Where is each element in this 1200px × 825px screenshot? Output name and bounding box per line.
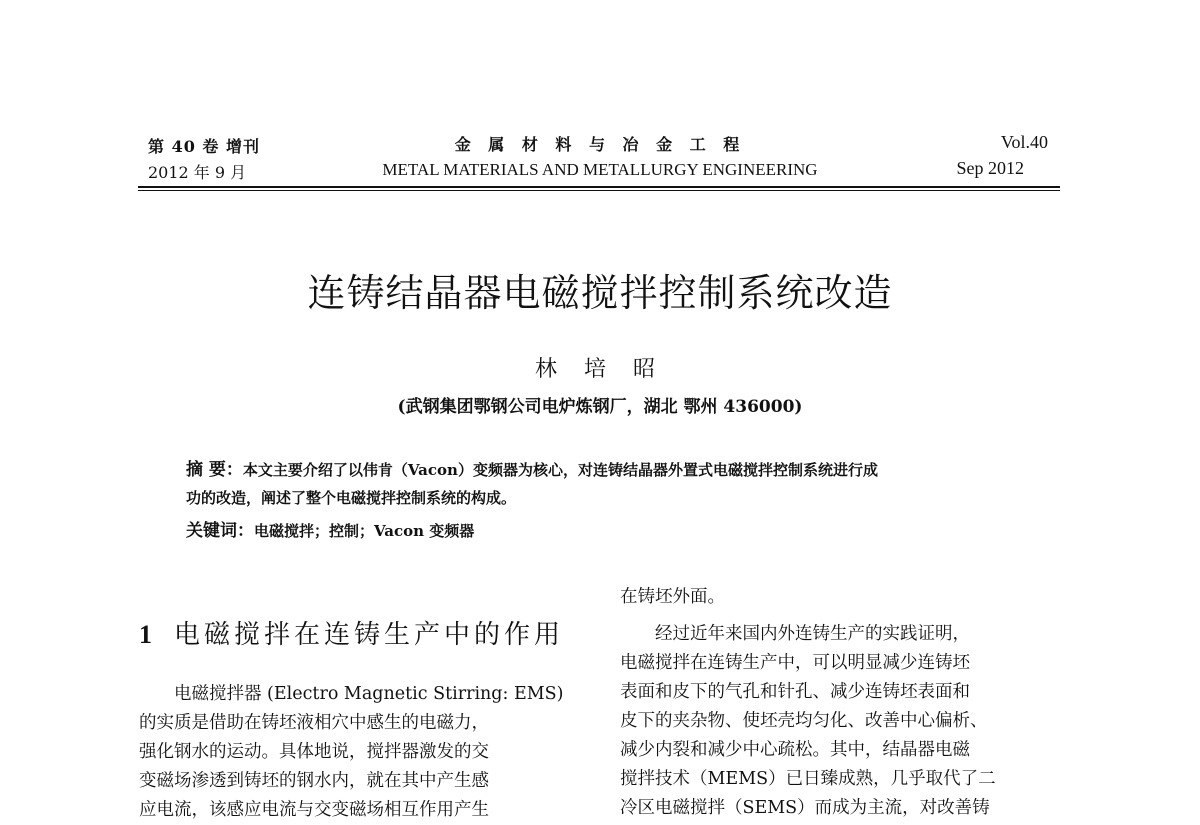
header-rule-thick [138,186,1060,188]
journal-title-cn: 金 属 材 料 与 冶 金 工 程 [454,135,746,154]
body-line: 经过近年来国内外连铸生产的实践证明， [655,624,970,644]
body-line: 应电流，该感应电流与交变磁场相互作用产生 [139,800,489,820]
body-line: 表面和皮下的气孔和针孔、减少连铸坯表面和 [620,682,970,702]
abstract-label: 摘 要： [186,460,243,480]
section-number: 1 [139,620,156,649]
right-column [620,583,1062,823]
body-line: 的实质是借助在铸坯液相穴中感生的电磁力， [139,713,489,733]
left-column [139,680,585,825]
body-line: 电磁搅拌在连铸生产中，可以明显减少连铸坯 [620,653,970,673]
section-1-heading [139,614,564,651]
header-rule-thin [138,190,1060,191]
keywords-label: 关键词： [186,521,254,541]
author: 林 培 昭 [535,357,665,382]
date-cn: 2012 年 9 月 [148,163,247,182]
section-title: 电磁搅拌在连铸生产中的作用 [174,620,565,650]
abstract-line-1 [186,460,1046,480]
keywords-line [186,521,1046,541]
date-en: Sep 2012 [956,158,1024,178]
body-line: 变磁场渗透到铸坯的钢水内，就在其中产生感 [139,771,489,791]
body-line: 皮下的夹杂物、使坯壳均匀化、改善中心偏析、 [620,711,988,731]
affiliation: (武钢集团鄂钢公司电炉炼钢厂，湖北 鄂州 436000) [397,397,803,417]
paper-title: 连铸结晶器电磁搅拌控制系统改造 [307,271,893,315]
volume-en: Vol.40 [1000,132,1048,152]
volume-cn: 第 40 卷 增刊 [148,137,260,156]
keywords-text: 电磁搅拌；控制；Vacon 变频器 [254,522,475,540]
body-line: 冷区电磁搅拌（SEMS）而成为主流，对改善铸 [620,798,990,818]
abstract-text-1: 本文主要介绍了以伟肯（Vacon）变频器为核心，对连铸结晶器外置式电磁搅拌控制系统进行成 [242,461,878,479]
body-line: 减少内裂和减少中心疏松。其中，结晶器电磁 [620,740,970,760]
journal-title-en: METAL MATERIALS AND METALLURGY ENGINEERING [382,160,818,179]
running-header [140,130,1060,190]
body-line: 强化钢水的运动。具体地说，搅拌器激发的交 [139,742,489,762]
body-line: 搅拌技术（MEMS）已日臻成熟，几乎取代了二 [620,769,996,789]
body-line: 电磁搅拌器 (Electro Magnetic Stirring: EMS) [174,684,564,704]
body-line: 在铸坯外面。 [620,587,725,607]
abstract-line-2: 功的改造，阐述了整个电磁搅拌控制系统的构成。 [186,489,517,507]
